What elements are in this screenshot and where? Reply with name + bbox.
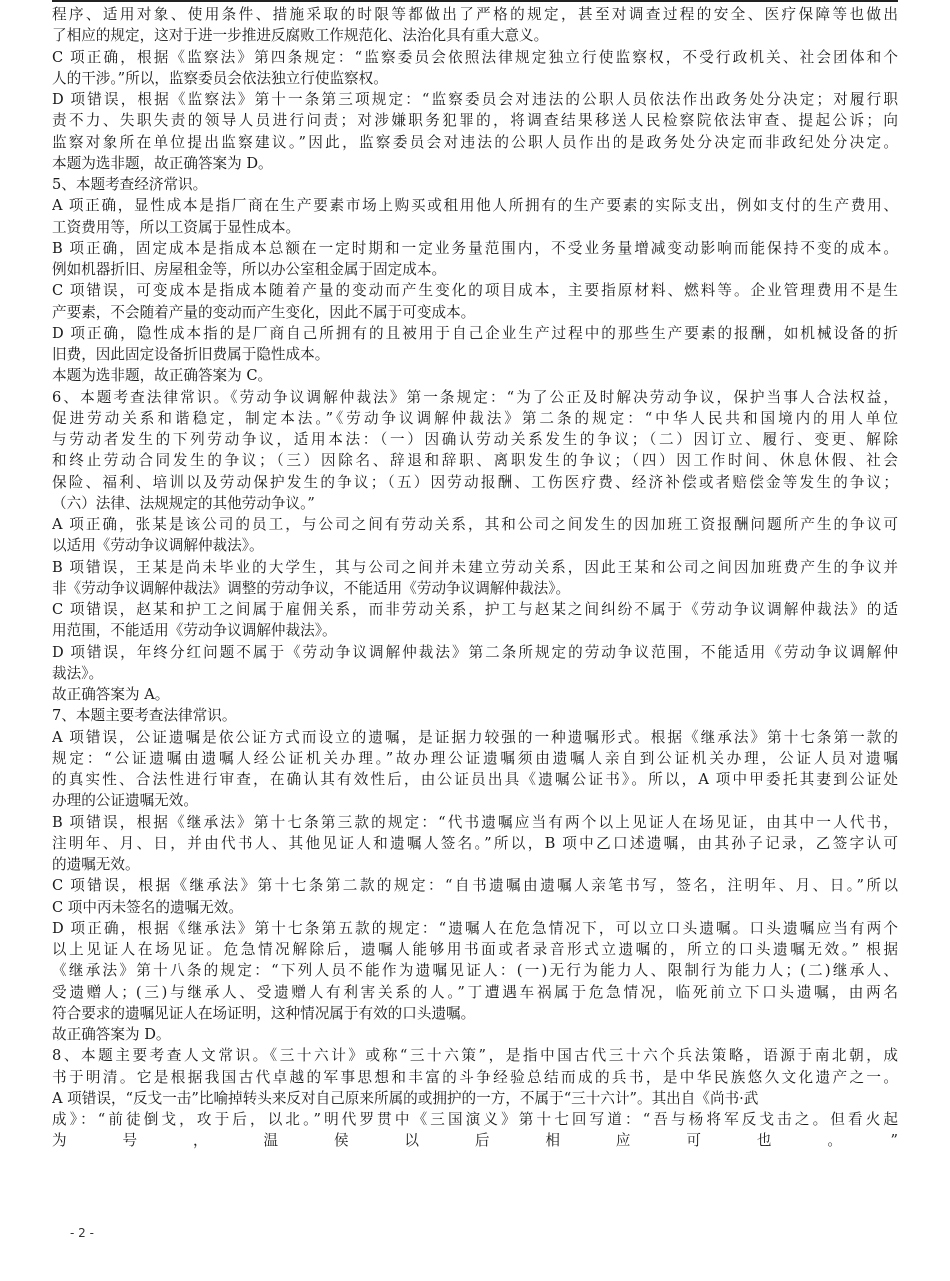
text-line: D 项正确，隐性成本指的是厂商自己所拥有的且被用于自己企业生产过程中的那些生产要素的报酬，如机械设备的折 xyxy=(52,324,898,342)
text-line: D 项错误，根据《监察法》第十一条第三项规定：“监察委员会对违法的公职人员依法作出政务处分决定；对履行职 xyxy=(52,91,898,108)
section-heading-line: 8、本题主要考查人文常识。《三十六计》或称“三十六策”，是指中国古代三十六个兵法策略，语源于南北朝，成 xyxy=(52,1047,898,1065)
text-line: A 项错误，“反戈一击”比喻掉转头来反对自己原来所属的或拥护的一方，不属于“三十六计”。其出自《尚书·武 xyxy=(52,1089,759,1107)
text-line: 成》：“前徒倒戈，攻于后，以北。”明代罗贯中《三国演义》第十七回写道：“吾与杨将军反戈击之。但看火起 xyxy=(52,1111,898,1128)
text-line: 本题为选非题，故正确答案为 C。 xyxy=(52,367,273,385)
text-line: 产要素，不会随着产量的变动而产生变化，因此不属于可变成本。 xyxy=(52,303,476,321)
text-line: 的遗嘱无效。 xyxy=(52,856,140,873)
text-line: 旧费，因此固定设备折旧费属于隐性成本。 xyxy=(52,346,330,363)
text-line: 书于明清。它是根据我国古代卓越的军事思想和丰富的斗争经验总结而成的兵书，是中华民族悠久文化遗产之一。 xyxy=(52,1068,898,1086)
text-line: 为号，温侯以后相应可也。” xyxy=(52,1132,898,1150)
text-line: B 项正确，固定成本是指成本总额在一定时期和一定业务量范围内，不受业务量增减变动影响而能保持不变的成本。 xyxy=(52,239,898,257)
text-line: 的真实性、合法性进行审查，在确认其有效性后，由公证员出具《遗嘱公证书》。所以，A 项中甲委托其妻到公证处 xyxy=(52,771,898,788)
text-line: 《继承法》第十八条的规定：“下列人员不能作为遗嘱见证人：(一)无行为能力人、限制行为能力人；(二)继承人、 xyxy=(52,962,898,980)
text-line: 用范围，不能适用《劳动争议调解仲裁法》。 xyxy=(52,622,337,640)
text-line: 监察对象所在单位提出监察建议。”因此，监察委员会对违法的公职人员作出的是政务处分决定而非政纪处分决定。 xyxy=(52,133,898,151)
text-line: 注明年、月、日，并由代书人、其他见证人和遗嘱人签名。”所以，B 项中乙口述遗嘱，由其孙子记录，乙签字认可 xyxy=(52,834,898,852)
text-line: C 项错误，赵某和护工之间属于雇佣关系，而非劳动关系，护工与赵某之间纠纷不属于《劳动争议调解仲裁法》的适 xyxy=(52,601,898,618)
text-line: 与劳动者发生的下列劳动争议，适用本法：（一）因确认劳动关系发生的争议；（二）因订立、履行、变更、解除 xyxy=(52,431,898,448)
text-line: C 项中丙未签名的遗嘱无效。 xyxy=(52,898,243,916)
text-line: 裁法》。 xyxy=(52,664,104,682)
text-line: C 项正确，根据《监察法》第四条规定：“监察委员会依照法律规定独立行使监察权，不受行政机关、社会团体和个 xyxy=(52,48,898,66)
text-line: A 项正确，显性成本是指厂商在生产要素市场上购买或租用他人所拥有的生产要素的实际支出，例如支付的生产费用、 xyxy=(52,197,898,215)
text-line: 了相应的规定，这对于进一步推进反腐败工作规范化、法治化具有重大意义。 xyxy=(52,27,549,45)
text-line: 促进劳动关系和谐稳定，制定本法。”《劳动争议调解仲裁法》第二条的规定：“中华人民共和国境内的用人单位 xyxy=(52,409,898,427)
section-heading-line: 6、本题考查法律常识。《劳动争议调解仲裁法》第一条规定：“为了公正及时解决劳动争议，保护当事人合法权益， xyxy=(52,388,898,406)
section-heading-line: 7、本题主要考查法律常识。 xyxy=(52,707,237,725)
text-line: 本题为选非题，故正确答案为 D。 xyxy=(52,154,273,172)
text-line: 程序、适用对象、使用条件、措施采取的时限等都做出了严格的规定，甚至对调查过程的安全、医疗保障等也做出 xyxy=(52,6,898,23)
text-line: A 项正确，张某是该公司的员工，与公司之间有劳动关系，其和公司之间发生的因加班工资报酬问题所产生的争议可 xyxy=(52,516,898,533)
text-line: 受遗赠人；(三)与继承人、受遗赠人有利害关系的人。”丁遭遇车祸属于危急情况，临死前立下口头遗嘱，由两名 xyxy=(52,983,898,1001)
text-line: 符合要求的遗嘱见证人在场证明，这种情况属于有效的口头遗嘱。 xyxy=(52,1004,476,1022)
text-line: A 项错误，公证遗嘱是依公证方式而设立的遗嘱，是证据力较强的一种遗嘱形式。根据《继承法》第十七条第一款的 xyxy=(52,728,898,746)
text-line: C 项错误，根据《继承法》第十七条第二款的规定：“自书遗嘱由遗嘱人亲笔书写，签名，注明年、月、日。”所以 xyxy=(52,877,898,895)
text-line: 工资费用等，所以工资属于显性成本。 xyxy=(52,218,301,236)
section-heading-line: 5、本题考查经济常识。 xyxy=(52,176,208,193)
text-line: B 项错误，根据《继承法》第十七条第三款的规定：“代书遗嘱应当有两个以上见证人在场见证，由其中一人代书， xyxy=(52,813,898,831)
text-line: 责不力、失职失责的领导人员进行问责；对涉嫌职务犯罪的，将调查结果移送人民检察院依法审查、提起公诉；向 xyxy=(52,112,898,130)
text-line: B 项错误，王某是尚未毕业的大学生，其与公司之间并未建立劳动关系，因此王某和公司之间因加班费产生的争议并 xyxy=(52,558,898,576)
text-line: 办理的公证遗嘱无效。 xyxy=(52,792,198,810)
text-line: 非《劳动争议调解仲裁法》调整的劳动争议，不能适用《劳动争议调解仲裁法》。 xyxy=(52,579,571,597)
text-line: 和终止劳动合同发生的争议；（三）因除名、辞退和辞职、离职发生的争议；（四）因工作时间、休息休假、社会 xyxy=(52,452,898,470)
text-line: 故正确答案为 A。 xyxy=(52,686,170,703)
text-line: 故正确答案为 D。 xyxy=(52,1026,171,1043)
text-line: 保险、福利、培训以及劳动保护发生的争议；（五）因劳动报酬、工伤医疗费、经济补偿或者赔偿金等发生的争议； xyxy=(52,473,898,491)
text-line: D 项错误，年终分红问题不属于《劳动争议调解仲裁法》第二条所规定的劳动争议范围，不能适用《劳动争议调解仲 xyxy=(52,643,898,661)
text-line: C 项错误，可变成本是指成本随着产量的变动而产生变化的项目成本，主要指原材料、燃料等。企业管理费用不是生 xyxy=(52,282,898,300)
top-rule xyxy=(52,0,898,2)
text-line: D 项正确，根据《继承法》第十七条第五款的规定：“遗嘱人在危急情况下，可以立口头遗嘱。口头遗嘱应当有两个 xyxy=(52,919,898,937)
text-line: 规定：“公证遗嘱由遗嘱人经公证机关办理。”故办理公证遗嘱须由遗嘱人亲自到公证机关办理，公证人员对遗嘱 xyxy=(52,749,898,767)
text-line: （六）法律、法规规定的其他劳动争议。” xyxy=(52,494,315,512)
text-line: 人的干涉。”所以，监察委员会依法独立行使监察权。 xyxy=(52,69,388,87)
text-line: 以适用《劳动争议调解仲裁法》。 xyxy=(52,537,264,555)
text-line: 以上见证人在场见证。危急情况解除后，遗嘱人能够用书面或者录音形式立遗嘱的，所立的口头遗嘱无效。” 根据 xyxy=(52,941,898,958)
page-number: - 2 - xyxy=(70,1226,94,1240)
text-line: 例如机器折旧、房屋租金等，所以办公室租金属于固定成本。 xyxy=(52,261,447,278)
document-body xyxy=(52,4,898,1152)
